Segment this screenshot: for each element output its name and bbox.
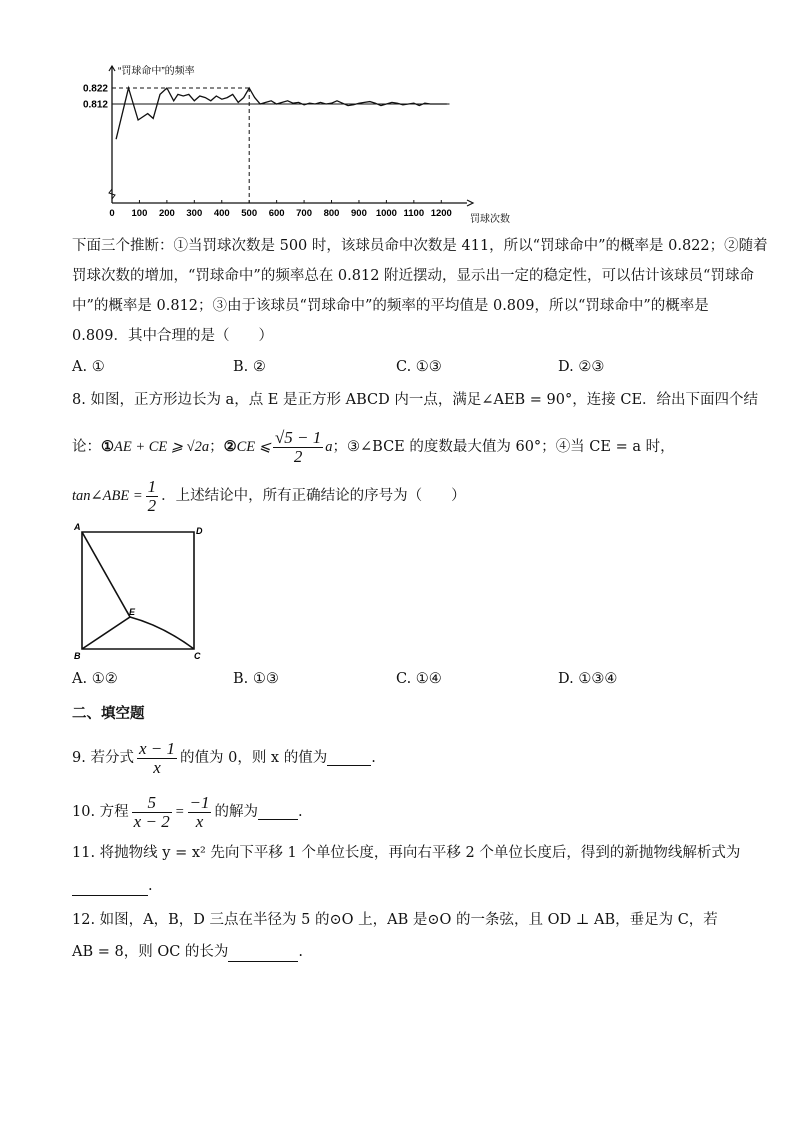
x-tick-label: 800 [323, 208, 340, 219]
q11-answer-blank[interactable] [72, 879, 148, 896]
y-tick-label: 0.822 [82, 83, 108, 95]
square-figure [68, 520, 208, 665]
x-tick-label: 1200 [430, 208, 452, 219]
q7-option-c: C. ①③ [396, 359, 442, 375]
q8-line2-lead: 论： [72, 439, 101, 455]
q11-line-2 [72, 876, 153, 896]
x-tick-label: 500 [241, 208, 258, 219]
y-tick-label: 0.812 [82, 99, 108, 111]
q8-c2-post: a [325, 439, 333, 455]
q8-tan-post: ．上述结论中，所有正确结论的序号为（ ） [161, 488, 466, 504]
frequency-series-line [116, 88, 447, 139]
q10-equals: = [174, 804, 185, 820]
q7-line-3: 中”的概率是 0.812；③由于该球员“罚球命中”的频率的平均值是 0.809，所以“罚球命中”的概率是 [72, 298, 709, 314]
q8-c2-num: √5 − 1 [274, 427, 322, 447]
x-axis-arrow [467, 200, 473, 206]
q9-post: 的值为 0，则 x 的值为 [179, 750, 328, 766]
q9-num: x − 1 [138, 738, 175, 758]
label-c: C [194, 651, 201, 661]
label-e: E [129, 607, 136, 617]
q8-c2-mark: ② [223, 438, 237, 455]
section-heading: 二、填空题 [72, 706, 145, 722]
q8-option-b: B. ①③ [233, 671, 279, 687]
q10-answer-blank[interactable] [258, 805, 298, 820]
q9-line [72, 734, 376, 782]
q8-tan-pre: tan∠ABE = [72, 488, 143, 504]
q10-post: 的解为 [214, 804, 258, 820]
q8-c4: ④当 CE = a 时， [555, 439, 675, 455]
q9-end: . [371, 750, 376, 766]
label-a: A [74, 522, 81, 532]
label-b: B [74, 651, 81, 661]
q7-line-1: 下面三个推断：①当罚球次数是 500 时，该球员命中次数是 411，所以“罚球命中”的概率是 0.822；②随着 [72, 238, 768, 254]
q10-end: . [297, 804, 303, 820]
segment-ae [82, 532, 130, 617]
q11-line-1: 11. 将抛物线 y = x² 先向下平移 1 个单位长度，再向右平移 2 个单位长度后，得到的新抛物线解析式为 [72, 845, 741, 861]
q10-left-num: 5 [132, 794, 172, 813]
q7-option-a: A. ① [72, 359, 105, 375]
q12-line2-text: AB = 8，则 OC 的长为 [72, 944, 229, 960]
q12-answer-blank[interactable] [228, 945, 298, 962]
q12-line-1: 12. 如图，A，B，D 三点在半径为 5 的⊙O 上，AB 是⊙O 的一条弦，且 OD ⊥ AB，垂足为 C，若 [72, 912, 718, 928]
frequency-chart [60, 60, 510, 230]
q8-c2-pre: CE ⩽ [236, 439, 271, 455]
q8-tan-num: 1 [147, 476, 157, 496]
q10-line [72, 790, 303, 834]
x-tick-label: 100 [131, 208, 148, 219]
x-tick-label: 200 [158, 208, 175, 219]
x-tick-label: 300 [186, 208, 203, 219]
q7-line-2: 罚球次数的增加，“罚球命中”的频率总在 0.812 附近摆动，显示出一定的稳定性，可以估计该球员“罚球命 [72, 268, 754, 284]
q10-pre: 10. 方程 [72, 804, 129, 820]
chart-xlabel: 罚球次数 [470, 214, 510, 225]
x-tick-label: 700 [296, 208, 313, 219]
q8-c1-mark: ① [101, 438, 114, 455]
q12-end: . [298, 944, 304, 960]
q8-sep2: ； [332, 439, 348, 455]
x-tick-label: 400 [213, 208, 230, 219]
q9-answer-blank[interactable] [327, 751, 371, 766]
q7-option-b: B. ② [233, 359, 266, 375]
x-tick-label: 1000 [375, 208, 397, 219]
q10-right-num: −1 [189, 792, 210, 812]
q8-line-2 [72, 427, 675, 466]
q8-line-3 [72, 478, 466, 514]
q9-den: x [153, 757, 161, 777]
x-tick-label: 900 [351, 208, 367, 219]
q8-c2-den: 2 [293, 446, 303, 466]
q7-line-4: 0.809．其中合理的是（ ） [72, 328, 274, 344]
segment-ce [130, 617, 194, 649]
q10-right-fraction [188, 794, 212, 831]
q8-c1-expr: AE + CE ⩾ √2a [114, 439, 210, 455]
q8-line-1: 8. 如图，正方形边长为 a，点 E 是正方形 ABCD 内一点，满足∠AEB = 90°，连接 CE．给出下面四个结 [72, 392, 759, 408]
segment-be [82, 617, 130, 649]
q8-tan-fraction [146, 478, 159, 515]
q10-left-fraction [132, 794, 172, 831]
q8-option-a: A. ①② [72, 671, 118, 687]
q7-option-d: D. ②③ [558, 359, 605, 375]
q10-right-den: x [195, 811, 204, 831]
chart-ylabel: “罚球命中”的频率 [118, 66, 195, 77]
label-d: D [196, 526, 203, 536]
q9-pre: 9. 若分式 [72, 750, 134, 766]
x-tick-label: 1100 [403, 208, 425, 219]
q8-c2-fraction [273, 429, 323, 466]
q12-line-2 [72, 942, 303, 962]
square-outline [82, 532, 194, 649]
q8-option-d: D. ①③④ [558, 671, 618, 687]
q8-option-c: C. ①④ [396, 671, 442, 687]
x-tick-label: 600 [268, 208, 285, 219]
q8-sep1: ； [209, 439, 224, 455]
q8-c3: ③∠BCE 的度数最大值为 60°； [347, 439, 556, 455]
q9-fraction [137, 740, 177, 777]
q11-end: . [148, 878, 153, 894]
q8-tan-den: 2 [147, 495, 157, 515]
q10-left-den: x − 2 [133, 811, 170, 831]
x-tick-label: 0 [109, 208, 115, 219]
